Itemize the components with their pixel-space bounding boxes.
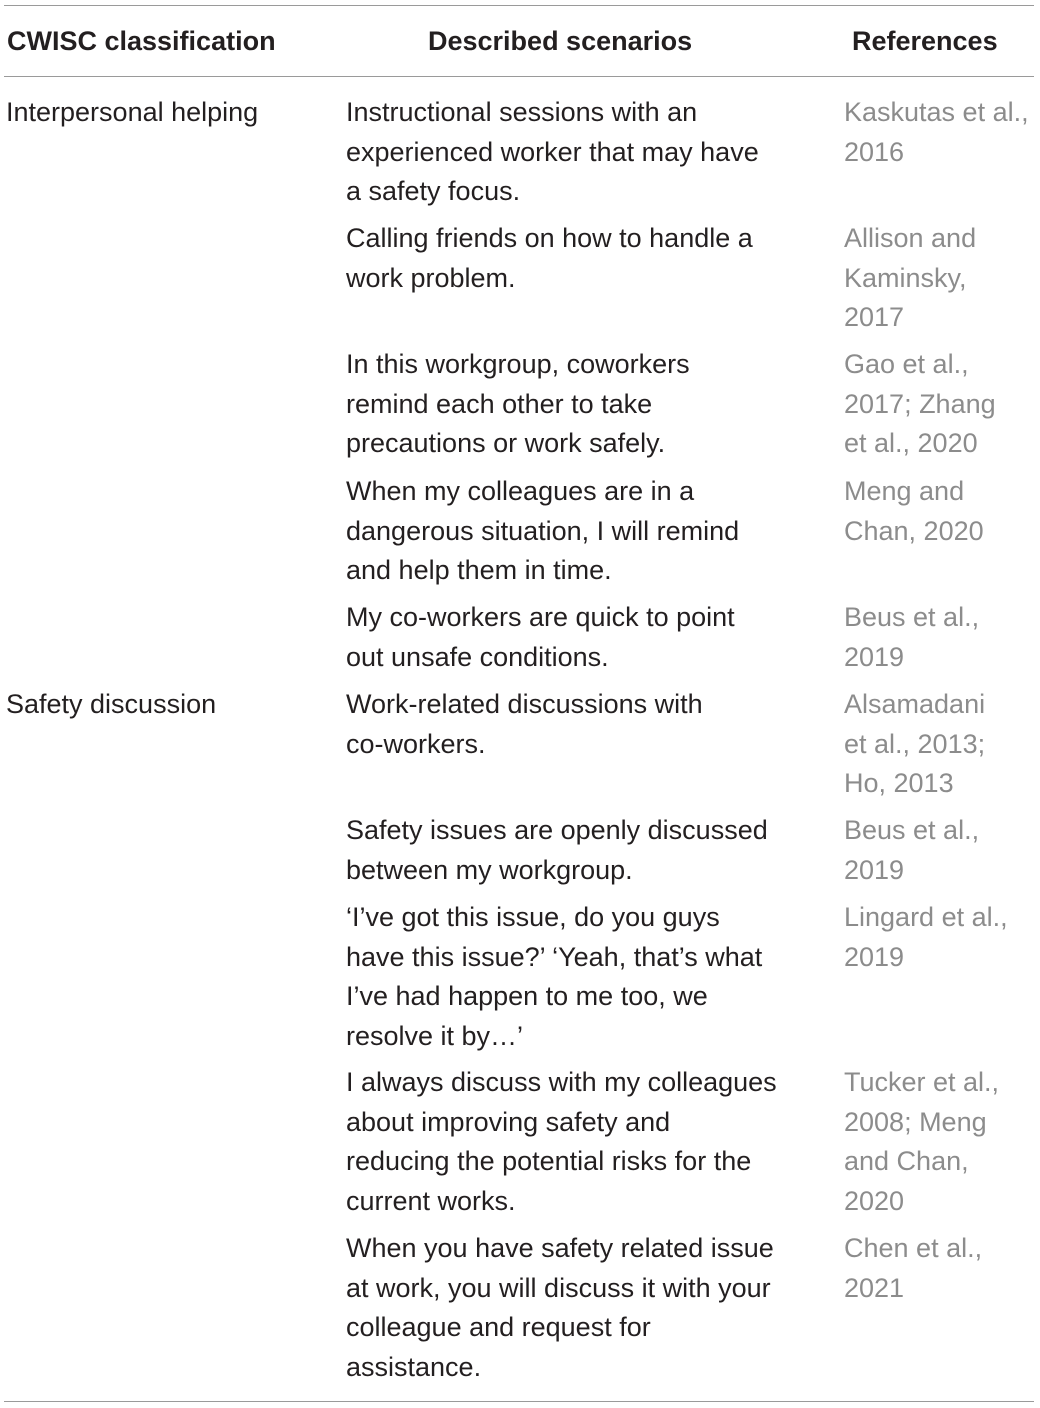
scenario-line: dangerous situation, I will remind xyxy=(346,515,740,546)
header-classification: CWISC classification xyxy=(7,26,276,56)
scenario-line: resolve it by…’ xyxy=(346,1020,524,1051)
table-header-rule xyxy=(4,76,1034,77)
scenario-line: work problem. xyxy=(346,262,516,293)
reference-line: Allison and xyxy=(844,223,977,253)
scenario-cell xyxy=(346,219,753,298)
scenario-line: My co-workers are quick to point xyxy=(346,602,735,632)
scenario-line: When my colleagues are in a xyxy=(346,476,695,506)
reference-line: 2017 xyxy=(844,302,905,332)
scenario-line: I always discuss with my colleagues xyxy=(346,1067,777,1097)
scenario-cell xyxy=(346,898,762,1056)
reference-line: Kaminsky, xyxy=(844,262,967,293)
scenario-line: When you have safety related issue xyxy=(346,1233,774,1263)
scenario-line: precautions or work safely. xyxy=(346,428,666,458)
scenario-cell xyxy=(346,345,690,464)
reference-line: Gao et al., xyxy=(844,349,969,379)
scenario-line: about improving safety and xyxy=(346,1106,671,1137)
classification-cell: Interpersonal helping xyxy=(6,97,259,127)
header-scenarios: Described scenarios xyxy=(428,26,693,56)
scenario-line: current works. xyxy=(346,1185,516,1216)
reference-line: Beus et al., xyxy=(844,815,980,845)
reference-line: 2021 xyxy=(844,1272,905,1303)
scenario-line: colleague and request for xyxy=(346,1312,651,1342)
reference-line: 2017; Zhang xyxy=(844,388,996,419)
reference-cell xyxy=(844,598,979,677)
scenario-line: remind each other to take xyxy=(346,388,653,419)
reference-cell xyxy=(844,1229,982,1308)
scenario-cell xyxy=(346,93,759,212)
reference-line: et al., 2020 xyxy=(844,428,978,458)
reference-line: Meng and xyxy=(844,476,965,506)
scenario-line: experienced worker that may have xyxy=(346,136,759,167)
scenario-line: and help them in time. xyxy=(346,555,612,585)
reference-line: 2016 xyxy=(844,136,905,167)
scenario-line: Instructional sessions with an xyxy=(346,97,698,127)
scenario-line: reducing the potential risks for the xyxy=(346,1146,752,1176)
scenario-line: co-workers. xyxy=(346,728,486,759)
scenario-line: a safety focus. xyxy=(346,176,521,206)
reference-line: Tucker et al., xyxy=(844,1067,1000,1097)
scenario-line: Safety issues are openly discussed xyxy=(346,815,768,845)
scenario-cell xyxy=(346,472,739,591)
scenario-line: I’ve had happen to me too, we xyxy=(346,981,708,1011)
reference-line: 2008; Meng xyxy=(844,1106,987,1137)
reference-cell xyxy=(844,472,984,551)
reference-line: Ho, 2013 xyxy=(844,768,954,798)
reference-cell xyxy=(844,811,979,890)
scenario-line: out unsafe conditions. xyxy=(346,641,609,672)
scenario-line: have this issue?’ ‘Yeah, that’s what xyxy=(346,941,763,972)
scenario-cell xyxy=(346,685,703,764)
scenario-cell xyxy=(346,598,735,677)
reference-line: Alsamadani xyxy=(844,689,986,719)
reference-cell xyxy=(844,898,1008,977)
classification-cell: Safety discussion xyxy=(6,689,217,719)
scenario-line: assistance. xyxy=(346,1351,482,1382)
scenario-cell xyxy=(346,1063,777,1221)
scenario-line: Calling friends on how to handle a xyxy=(346,223,753,253)
reference-cell xyxy=(844,93,1029,172)
reference-line: and Chan, xyxy=(844,1146,969,1176)
reference-line: 2019 xyxy=(844,641,905,672)
scenario-line: between my workgroup. xyxy=(346,854,633,885)
reference-cell xyxy=(844,685,985,804)
reference-line: 2020 xyxy=(844,1185,905,1216)
reference-line: Lingard et al., xyxy=(844,902,1008,932)
reference-line: et al., 2013; xyxy=(844,728,986,759)
reference-cell xyxy=(844,219,976,338)
reference-line: Kaskutas et al., xyxy=(844,97,1029,127)
scenario-line: Work-related discussions with xyxy=(346,689,703,719)
table-top-rule xyxy=(4,5,1034,6)
reference-line: 2019 xyxy=(844,854,905,885)
reference-line: Chan, 2020 xyxy=(844,515,984,546)
scenario-cell xyxy=(346,811,768,890)
scenario-line: at work, you will discuss it with your xyxy=(346,1272,771,1303)
reference-line: Chen et al., xyxy=(844,1233,983,1263)
reference-line: 2019 xyxy=(844,941,905,972)
reference-cell xyxy=(844,345,996,464)
scenario-line: ‘I’ve got this issue, do you guys xyxy=(346,902,720,932)
header-references: References xyxy=(852,26,998,56)
table-bottom-rule xyxy=(4,1401,1034,1402)
reference-line: Beus et al., xyxy=(844,602,980,632)
scenario-cell xyxy=(346,1229,774,1387)
scenario-line: In this workgroup, coworkers xyxy=(346,349,690,379)
reference-cell xyxy=(844,1063,999,1221)
